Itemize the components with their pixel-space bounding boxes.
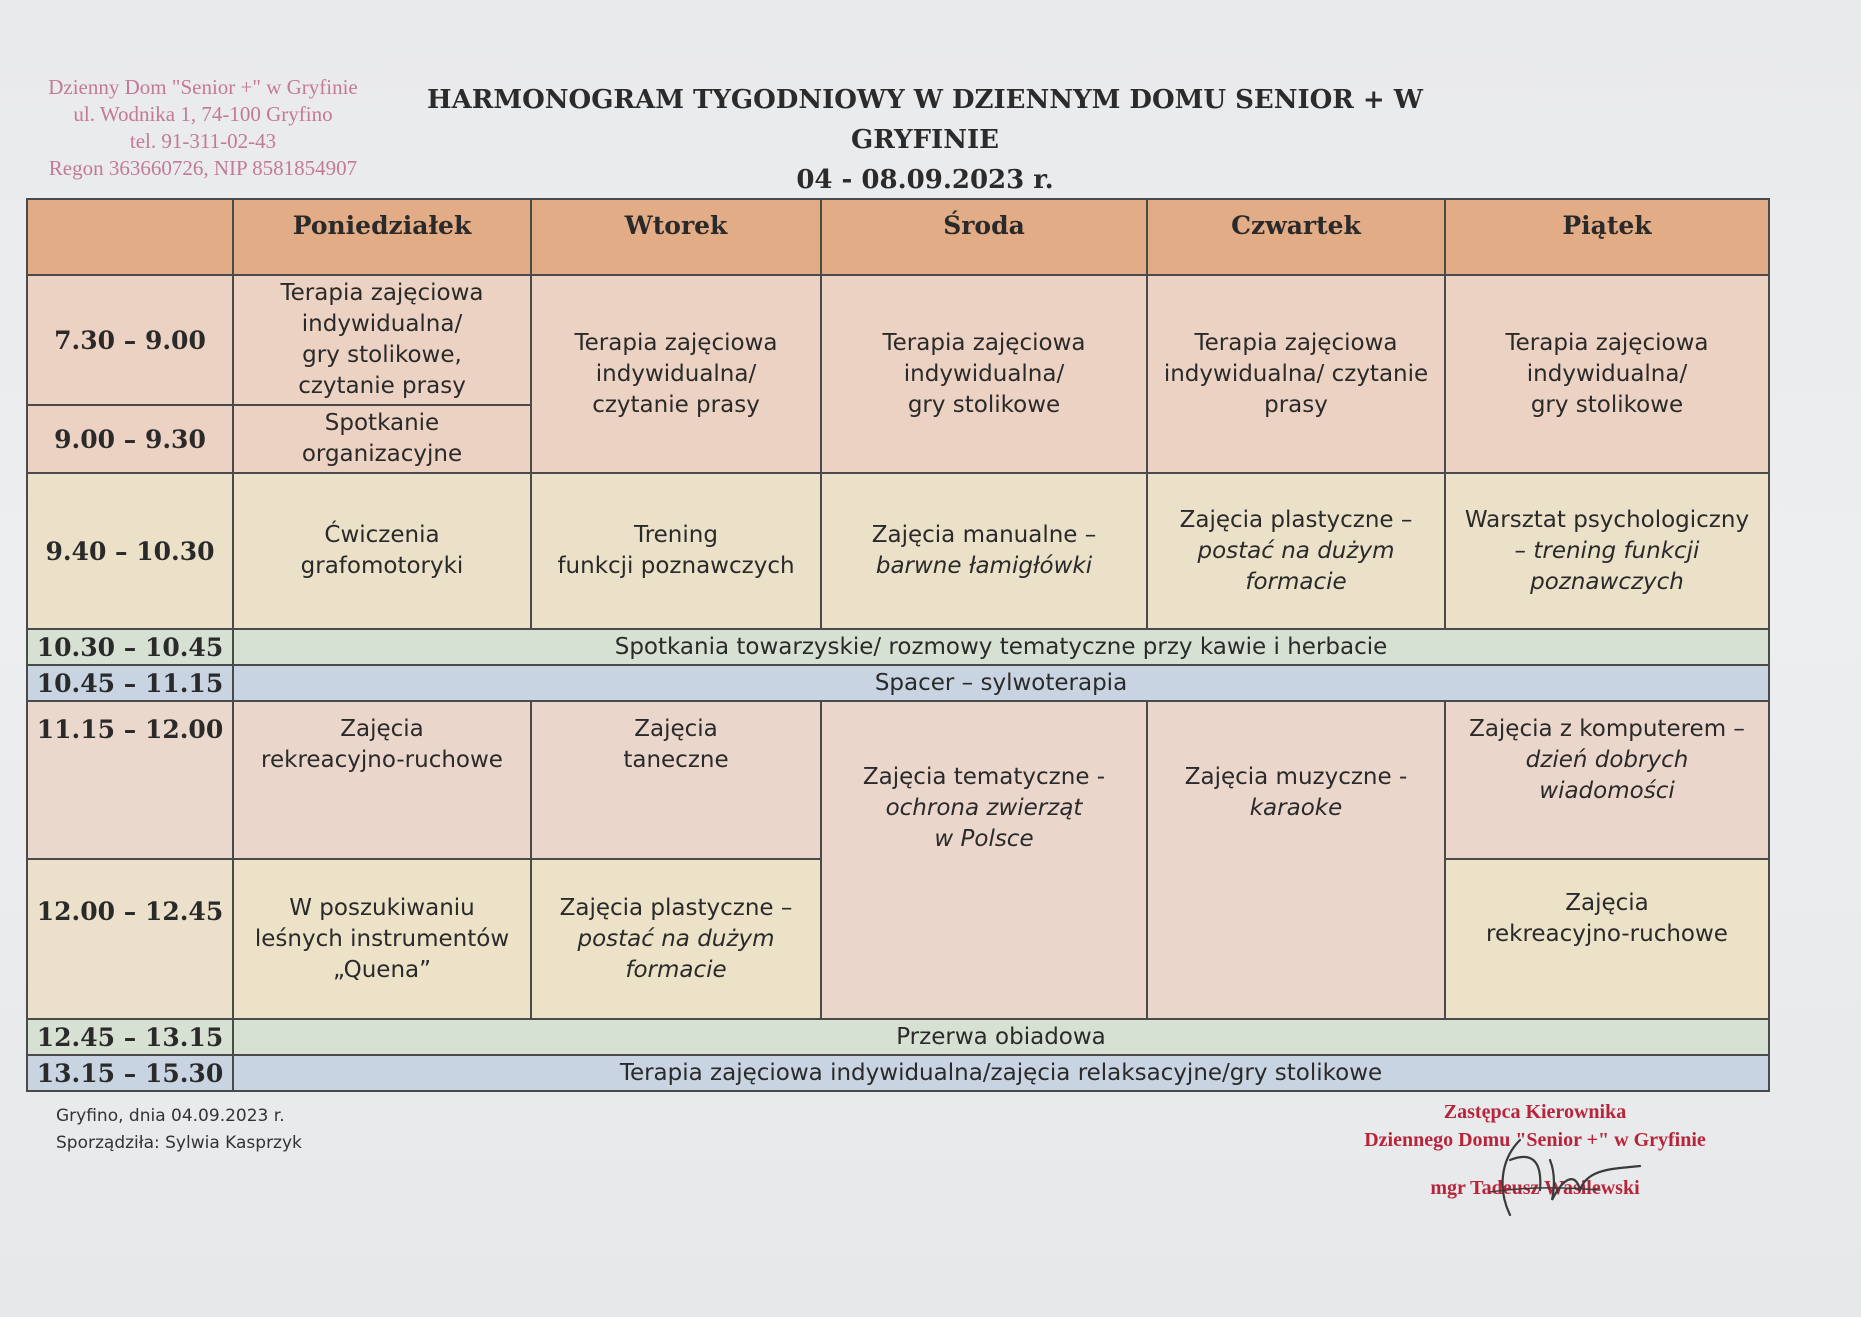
activity-cell: Zajęcia rekreacyjno-ruchowe <box>1445 859 1769 1019</box>
day-header-wednesday: Środa <box>821 199 1147 275</box>
document-header <box>360 80 1490 200</box>
activity-cell: Ćwiczenia grafomotoryki <box>233 473 531 629</box>
table-row <box>27 665 1769 701</box>
shared-activity-band: Spotkania towarzyskie/ rozmowy tematyczne przy kawie i herbacie <box>233 629 1769 665</box>
table-row <box>27 701 1769 859</box>
time-slot: 12.45 – 13.15 <box>27 1019 233 1055</box>
signatory-unit: Dziennego Domu "Senior +" w Gryfinie <box>1364 1129 1706 1151</box>
time-slot: 9.00 – 9.30 <box>27 405 233 473</box>
place-date: Gryfino, dnia 04.09.2023 r. <box>56 1106 285 1126</box>
table-row <box>27 629 1769 665</box>
activity-cell: Zajęcia muzyczne - karaoke <box>1147 701 1445 1019</box>
activity-cell: Warsztat psychologiczny – trening funkcji poznawczych <box>1445 473 1769 629</box>
table-row <box>27 1055 1769 1091</box>
time-slot: 7.30 – 9.00 <box>27 275 233 405</box>
day-header-tuesday: Wtorek <box>531 199 821 275</box>
activity-cell: Terapia zajęciowa indywidualna/ czytanie prasy <box>1147 275 1445 473</box>
stamp-line: Regon 363660726, NIP 8581854907 <box>48 156 358 180</box>
time-slot: 10.30 – 10.45 <box>27 629 233 665</box>
time-slot: 10.45 – 11.15 <box>27 665 233 701</box>
activity-cell: Zajęcia rekreacyjno-ruchowe <box>233 701 531 859</box>
table-row <box>27 1019 1769 1055</box>
time-slot: 12.00 – 12.45 <box>27 859 233 1019</box>
signatory-name: mgr Tadeusz Wasilewski <box>1430 1177 1640 1199</box>
time-slot: 11.15 – 12.00 <box>27 701 233 859</box>
shared-activity-band: Przerwa obiadowa <box>233 1019 1769 1055</box>
stamp-line: tel. 91-311-02-43 <box>129 129 277 153</box>
stamp-line: Dzienny Dom "Senior +" w Gryfinie <box>48 75 358 99</box>
activity-cell: Zajęcia z komputerem – dzień dobrych wiadomości <box>1445 701 1769 859</box>
date-range: 04 - 08.09.2023 r. <box>796 165 1054 195</box>
time-slot: 13.15 – 15.30 <box>27 1055 233 1091</box>
day-header-thursday: Czwartek <box>1147 199 1445 275</box>
time-slot: 9.40 – 10.30 <box>27 473 233 629</box>
activity-cell: Terapia zajęciowa indywidualna/ czytanie prasy <box>531 275 821 473</box>
activity-cell: Trening funkcji poznawczych <box>531 473 821 629</box>
activity-cell: W poszukiwaniu leśnych instrumentów „Quena” <box>233 859 531 1019</box>
activity-cell: Spotkanie organizacyjne <box>233 405 531 473</box>
activity-cell: Zajęcia tematyczne - ochrona zwierząt w Polsce <box>821 701 1147 1019</box>
shared-activity-band: Terapia zajęciowa indywidualna/zajęcia relaksacyjne/gry stolikowe <box>233 1055 1769 1091</box>
handwritten-signature-icon <box>1480 1120 1680 1230</box>
prepared-by: Sporządziła: Sylwia Kasprzyk <box>56 1133 302 1153</box>
activity-cell: Zajęcia plastyczne – postać na dużym formacie <box>531 859 821 1019</box>
corner-cell <box>27 199 233 275</box>
signatory-role: Zastępca Kierownika <box>1443 1101 1627 1123</box>
stamp-line: ul. Wodnika 1, 74-100 Gryfino <box>73 102 333 126</box>
institution-stamp <box>38 74 368 182</box>
table-row <box>27 473 1769 629</box>
activity-cell: Terapia zajęciowa indywidualna/ gry stolikowe <box>1445 275 1769 473</box>
table-row <box>27 275 1769 405</box>
document-footer <box>56 1103 302 1157</box>
activity-cell: Terapia zajęciowa indywidualna/ gry stolikowe, czytanie prasy <box>233 275 531 405</box>
day-header-friday: Piątek <box>1445 199 1769 275</box>
activity-cell: Terapia zajęciowa indywidualna/ gry stolikowe <box>821 275 1147 473</box>
activity-cell: Zajęcia taneczne <box>531 701 821 859</box>
activity-cell: Zajęcia manualne – barwne łamigłówki <box>821 473 1147 629</box>
activity-cell: Zajęcia plastyczne – postać na dużym formacie <box>1147 473 1445 629</box>
day-header-monday: Poniedziałek <box>233 199 531 275</box>
day-header-row <box>27 199 1769 275</box>
shared-activity-band: Spacer – sylwoterapia <box>233 665 1769 701</box>
weekly-schedule-table <box>26 198 1770 1092</box>
document-title: HARMONOGRAM TYGODNIOWY W DZIENNYM DOMU SENIOR + W GRYFINIE <box>427 85 1423 155</box>
